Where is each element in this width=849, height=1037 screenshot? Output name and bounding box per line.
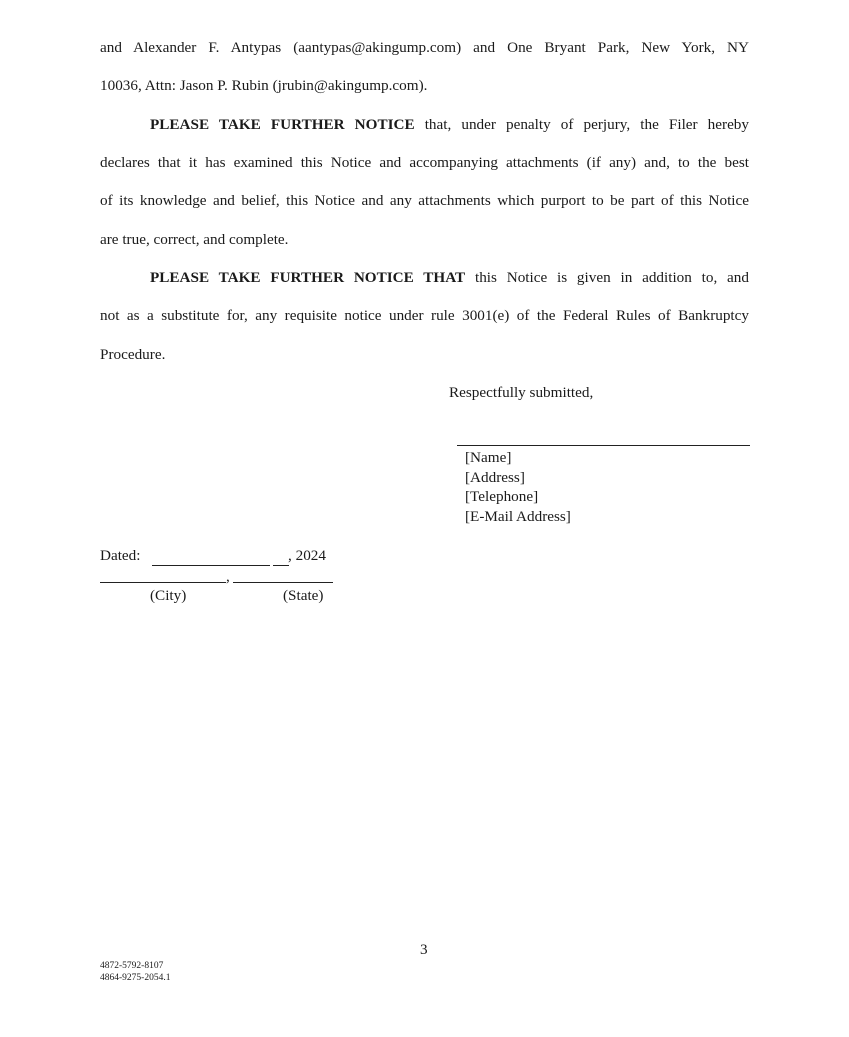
notice-heading: PLEASE TAKE FURTHER NOTICE THAT: [150, 269, 466, 286]
closing-text: Respectfully submitted,: [449, 384, 594, 401]
body-line: 10036, Attn: Jason P. Rubin (jrubin@akingump.com).: [100, 77, 428, 94]
signature-name: [Name]: [465, 449, 512, 466]
city-blank-line: [100, 582, 226, 583]
body-line: are true, correct, and complete.: [100, 231, 289, 248]
body-line: Procedure.: [100, 346, 166, 363]
notice-heading: PLEASE TAKE FURTHER NOTICE: [150, 116, 415, 133]
notice-text: that, under penalty of perjury, the Filer hereby: [414, 116, 749, 133]
page-number: 3: [420, 941, 428, 958]
dated-year: , 2024: [288, 547, 326, 564]
document-id: 4864-9275-2054.1: [100, 973, 171, 983]
document-id: 4872-5792-8107: [100, 961, 164, 971]
state-blank-line: [233, 582, 333, 583]
signature-telephone: [Telephone]: [465, 488, 539, 505]
signature-block: [465, 448, 571, 526]
date-blank-line: [152, 565, 270, 566]
dated-label: Dated:: [100, 547, 141, 564]
city-label: (City): [150, 587, 187, 604]
day-blank-line: [273, 565, 289, 566]
signature-address: [Address]: [465, 468, 525, 486]
state-label: (State): [283, 587, 324, 604]
signature-email: [E-Mail Address]: [465, 507, 571, 525]
body-line: of its knowledge and belief, this Notice and any attachments which purport to be part of this Notice: [100, 192, 749, 209]
notice-text: this Notice is given in addition to, and: [465, 269, 749, 286]
body-line: and Alexander F. Antypas (aantypas@akingump.com) and One Bryant Park, New York, NY: [100, 39, 749, 56]
city-state-comma: ,: [226, 568, 230, 585]
document-id-footer: [100, 960, 170, 984]
body-line: not as a substitute for, any requisite notice under rule 3001(e) of the Federal Rules of Bankruptcy: [100, 307, 749, 324]
signature-line: [457, 445, 750, 446]
body-line: declares that it has examined this Notice and accompanying attachments (if any) and, to the best: [100, 154, 749, 171]
notice-paragraph-1-first-line: [150, 115, 749, 135]
notice-paragraph-2-first-line: [150, 268, 749, 288]
